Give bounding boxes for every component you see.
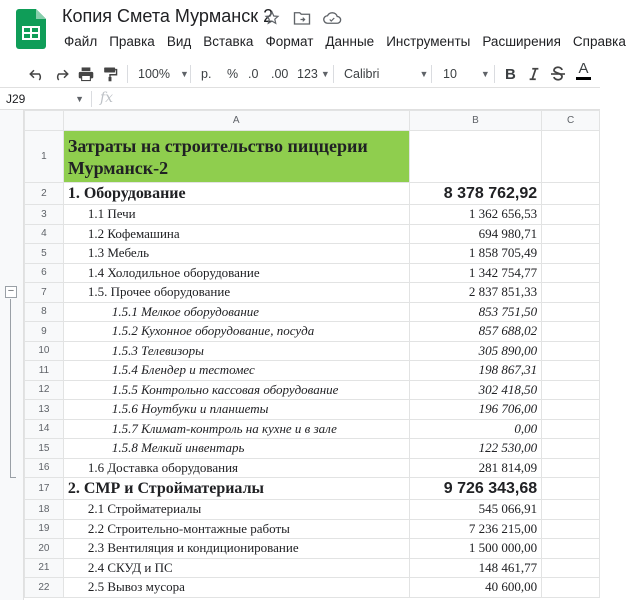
menu-format[interactable]: Формат xyxy=(265,34,314,49)
menu-insert[interactable]: Вставка xyxy=(203,34,254,49)
item-value-cell[interactable]: 302 418,50 xyxy=(409,380,541,400)
cell[interactable] xyxy=(542,458,600,478)
group-bracket-end xyxy=(10,477,16,478)
table-row xyxy=(25,263,600,283)
table-row xyxy=(25,183,600,205)
row-number[interactable]: 22 xyxy=(25,578,64,598)
item-value-cell[interactable]: 545 066,91 xyxy=(409,500,541,520)
cell[interactable] xyxy=(542,478,600,500)
item-value-cell[interactable]: 196 706,00 xyxy=(409,400,541,420)
row-number[interactable]: 18 xyxy=(25,500,64,520)
row-number[interactable]: 8 xyxy=(25,302,64,322)
row-number[interactable]: 4 xyxy=(25,224,64,244)
item-value-cell[interactable]: 305 890,00 xyxy=(409,341,541,361)
table-row xyxy=(25,519,600,539)
menu-view[interactable]: Вид xyxy=(166,34,192,49)
item-value-cell[interactable]: 9 726 343,68 xyxy=(409,478,541,500)
row-number[interactable]: 14 xyxy=(25,419,64,439)
table-row xyxy=(25,419,600,439)
item-value-cell[interactable]: 122 530,00 xyxy=(409,439,541,459)
item-label-cell[interactable]: 1.5.1 Мелкое оборудование xyxy=(63,302,409,322)
table-row xyxy=(25,400,600,420)
row-group-gutter xyxy=(0,110,24,600)
spreadsheet-table xyxy=(24,110,600,598)
item-label-cell[interactable]: 1.1 Печи xyxy=(63,205,409,225)
cell[interactable] xyxy=(542,283,600,303)
cell[interactable] xyxy=(409,131,541,183)
item-label-cell[interactable]: 2.1 Стройматериалы xyxy=(63,500,409,520)
item-label-cell[interactable]: 1.5.5 Контрольно кассовая оборудование xyxy=(63,380,409,400)
row-number[interactable]: 19 xyxy=(25,519,64,539)
item-label-cell[interactable]: 1.3 Мебель xyxy=(63,244,409,264)
table-row xyxy=(25,283,600,303)
collapse-group-icon[interactable]: − xyxy=(5,286,17,298)
cell[interactable] xyxy=(542,419,600,439)
item-label-cell[interactable]: 1.6 Доставка оборудования xyxy=(63,458,409,478)
toolbar xyxy=(0,58,600,88)
font-size-value: 10 xyxy=(443,67,457,81)
chevron-down-icon: ▼ xyxy=(480,69,490,79)
table-row xyxy=(25,302,600,322)
item-value-cell[interactable]: 2 837 851,33 xyxy=(409,283,541,303)
percent-format-button[interactable]: % xyxy=(227,67,239,81)
cell[interactable] xyxy=(542,302,600,322)
table-row xyxy=(25,478,600,500)
column-header-c[interactable]: C xyxy=(542,111,600,131)
table-row xyxy=(25,578,600,598)
table-row xyxy=(25,500,600,520)
item-label-cell[interactable]: 1.4 Холодильное оборудование xyxy=(63,263,409,283)
item-label-cell[interactable]: 1.5.8 Мелкий инвентарь xyxy=(63,439,409,459)
item-value-cell[interactable]: 857 688,02 xyxy=(409,322,541,342)
row-number[interactable]: 11 xyxy=(25,361,64,381)
item-value-cell[interactable]: 8 378 762,92 xyxy=(409,183,541,205)
number-format-select[interactable] xyxy=(297,63,330,85)
number-format-label: 123 xyxy=(297,67,318,81)
menu-extensions[interactable]: Расширения xyxy=(482,34,561,49)
italic-icon[interactable] xyxy=(528,63,540,85)
fx-icon: fx xyxy=(100,90,114,106)
table-row xyxy=(25,205,600,225)
item-label-cell[interactable]: 2.3 Вентиляция и кондиционирование xyxy=(63,539,409,559)
row-number[interactable]: 9 xyxy=(25,322,64,342)
item-value-cell[interactable]: 694 980,71 xyxy=(409,224,541,244)
paint-format-icon[interactable] xyxy=(102,63,118,85)
title-bar xyxy=(0,0,626,60)
row-number[interactable]: 7 xyxy=(25,283,64,303)
strikethrough-icon[interactable] xyxy=(551,63,565,85)
decrease-decimal-button[interactable]: .0 xyxy=(248,67,259,81)
font-size-select[interactable] xyxy=(443,63,490,85)
cell[interactable] xyxy=(542,244,600,264)
cell[interactable] xyxy=(542,578,600,598)
item-value-cell[interactable]: 40 600,00 xyxy=(409,578,541,598)
item-value-cell[interactable]: 1 362 656,53 xyxy=(409,205,541,225)
item-label-cell[interactable]: 1.5.3 Телевизоры xyxy=(63,341,409,361)
item-value-cell[interactable]: 198 867,31 xyxy=(409,361,541,381)
cell[interactable] xyxy=(542,131,600,183)
table-row xyxy=(25,341,600,361)
row-number[interactable]: 2 xyxy=(25,183,64,205)
currency-format-button[interactable]: р. xyxy=(201,67,212,81)
font-family-select[interactable] xyxy=(344,63,428,85)
menu-bar xyxy=(58,31,632,52)
cell[interactable] xyxy=(542,558,600,578)
item-label-cell[interactable]: 2. СМР и Стройматериалы xyxy=(63,478,409,500)
row-number[interactable]: 1 xyxy=(25,131,64,183)
zoom-select[interactable] xyxy=(138,63,189,85)
menu-tools[interactable]: Инструменты xyxy=(386,34,471,49)
zoom-value: 100% xyxy=(138,67,170,81)
column-header-b[interactable]: B xyxy=(409,111,541,131)
name-box[interactable] xyxy=(0,88,90,110)
cell[interactable] xyxy=(542,500,600,520)
row-number[interactable]: 13 xyxy=(25,400,64,420)
item-label-cell[interactable]: 1. Оборудование xyxy=(63,183,409,205)
menu-edit[interactable]: Правка xyxy=(109,34,155,49)
text-color-swatch xyxy=(576,77,591,80)
sheet-title-cell[interactable]: Затраты на строительство пиццерии Мурманск-2 xyxy=(63,131,409,183)
formula-bar xyxy=(0,88,600,110)
menu-file[interactable]: Файл xyxy=(64,34,98,49)
text-color-button[interactable] xyxy=(576,61,591,83)
table-row xyxy=(25,558,600,578)
cloud-saved-icon[interactable] xyxy=(322,8,342,28)
item-label-cell[interactable]: 2.5 Вывоз мусора xyxy=(63,578,409,598)
item-label-cell[interactable]: 2.4 СКУД и ПС xyxy=(63,558,409,578)
group-bracket xyxy=(10,299,11,477)
item-label-cell[interactable]: 1.5.2 Кухонное оборудование, посуда xyxy=(63,322,409,342)
cell-reference: J29 xyxy=(6,92,26,106)
item-label-cell[interactable]: 1.2 Кофемашина xyxy=(63,224,409,244)
menu-data[interactable]: Данные xyxy=(325,34,375,49)
row-number[interactable]: 20 xyxy=(25,539,64,559)
cell[interactable] xyxy=(542,519,600,539)
item-label-cell[interactable]: 1.5.4 Блендер и тестомес xyxy=(63,361,409,381)
chevron-down-icon: ▼ xyxy=(320,69,330,79)
chevron-down-icon: ▼ xyxy=(75,94,84,104)
item-value-cell[interactable]: 1 858 705,49 xyxy=(409,244,541,264)
undo-icon[interactable] xyxy=(28,63,46,85)
row-number[interactable]: 5 xyxy=(25,244,64,264)
redo-icon[interactable] xyxy=(52,63,70,85)
table-row xyxy=(25,224,600,244)
row-number[interactable]: 16 xyxy=(25,458,64,478)
cell[interactable] xyxy=(542,263,600,283)
cell[interactable] xyxy=(542,322,600,342)
bold-button[interactable]: B xyxy=(505,65,516,83)
item-label-cell[interactable]: 2.2 Строительно-монтажные работы xyxy=(63,519,409,539)
row-number[interactable]: 3 xyxy=(25,205,64,225)
table-row xyxy=(25,539,600,559)
item-value-cell[interactable]: 1 500 000,00 xyxy=(409,539,541,559)
item-label-cell[interactable]: 1.5.6 Ноутбуки и планшеты xyxy=(63,400,409,420)
row-number[interactable]: 17 xyxy=(25,478,64,500)
font-family-value: Calibri xyxy=(344,67,380,81)
row-number[interactable]: 12 xyxy=(25,380,64,400)
table-row xyxy=(25,380,600,400)
item-label-cell[interactable]: 1.5.7 Климат-контроль на кухне и в зале xyxy=(63,419,409,439)
item-value-cell[interactable]: 7 236 215,00 xyxy=(409,519,541,539)
cell[interactable] xyxy=(542,380,600,400)
select-all-corner[interactable] xyxy=(25,111,64,131)
row-number[interactable]: 15 xyxy=(25,439,64,459)
cell[interactable] xyxy=(542,400,600,420)
item-value-cell[interactable]: 1 342 754,77 xyxy=(409,263,541,283)
item-label-cell[interactable]: 1.5. Прочее оборудование xyxy=(63,283,409,303)
sheets-logo-icon[interactable] xyxy=(16,9,46,49)
menu-help[interactable]: Справка xyxy=(572,34,626,49)
table-row xyxy=(25,439,600,459)
move-folder-icon[interactable] xyxy=(292,8,312,28)
row-number[interactable]: 10 xyxy=(25,341,64,361)
cell[interactable] xyxy=(542,439,600,459)
cell[interactable] xyxy=(542,224,600,244)
cell[interactable] xyxy=(542,361,600,381)
item-value-cell[interactable]: 853 751,50 xyxy=(409,302,541,322)
column-header-a[interactable]: A xyxy=(63,111,409,131)
cell[interactable] xyxy=(542,205,600,225)
cell[interactable] xyxy=(542,341,600,361)
text-color-label: A xyxy=(578,60,589,77)
item-value-cell[interactable]: 148 461,77 xyxy=(409,558,541,578)
star-icon[interactable] xyxy=(262,8,282,28)
table-row xyxy=(25,361,600,381)
row-number[interactable]: 21 xyxy=(25,558,64,578)
table-row xyxy=(25,131,600,183)
item-value-cell[interactable]: 281 814,09 xyxy=(409,458,541,478)
increase-decimal-button[interactable]: .00 xyxy=(271,67,289,81)
chevron-down-icon: ▼ xyxy=(419,69,429,79)
row-number[interactable]: 6 xyxy=(25,263,64,283)
cell[interactable] xyxy=(542,539,600,559)
print-icon[interactable] xyxy=(77,63,95,85)
table-row xyxy=(25,322,600,342)
table-row xyxy=(25,458,600,478)
cell[interactable] xyxy=(542,183,600,205)
chevron-down-icon: ▼ xyxy=(179,69,189,79)
item-value-cell[interactable]: 0,00 xyxy=(409,419,541,439)
document-title[interactable]: Копия Смета Мурманск 2 xyxy=(62,6,274,26)
table-row xyxy=(25,244,600,264)
sheet-grid xyxy=(0,110,600,600)
